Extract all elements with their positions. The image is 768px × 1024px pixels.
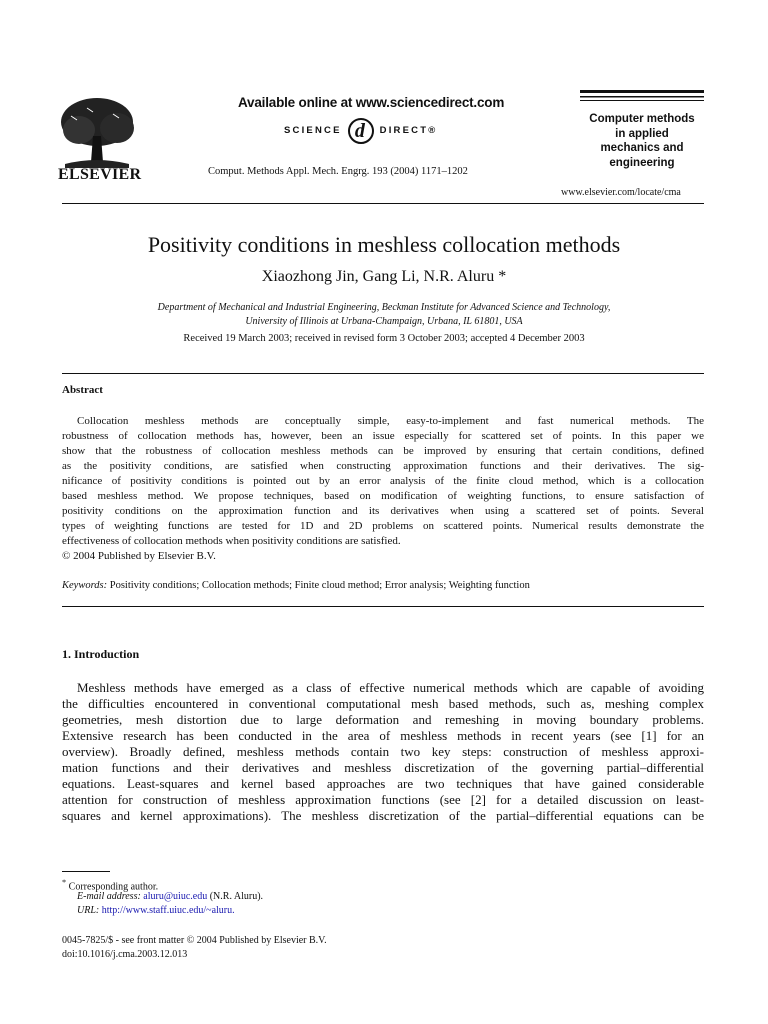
url-label: URL: — [77, 905, 100, 916]
affiliation-line: Department of Mechanical and Industrial Engineering, Beckman Institute for Advanced Science and Technology, — [157, 302, 611, 313]
journal-title-line: engineering — [609, 156, 675, 169]
body-line: Meshless methods have emerged as a class of effective numerical methods which are capable of avoiding — [77, 680, 704, 695]
journal-url-link[interactable]: www.elsevier.com/locate/cma — [561, 187, 681, 198]
keywords-list: Positivity conditions; Collocation methods; Finite cloud method; Error analysis; Weighting function — [109, 580, 530, 591]
body-line: overview). Broadly defined, meshless methods contain two key steps: construction of meshless approxi- — [62, 744, 704, 759]
sd-right-text: DIRECT® — [379, 124, 438, 136]
issn-line: 0045-7825/$ - see front matter © 2004 Published by Elsevier B.V. — [62, 935, 327, 946]
sciencedirect-logo — [284, 117, 437, 143]
abstract-line: nificance of positivity conditions is pointed out by an error analysis of the finite cloud method, which is a collocation — [62, 475, 704, 487]
abstract-line: Collocation meshless methods are conceptually simple, easy-to-implement and fast numerical methods. The — [77, 415, 704, 427]
body-line: geometries, mesh distortion due to large deformation and remeshing in moving boundary problems. — [62, 712, 704, 727]
abstract-line: based meshless method. We propose techniques, based on modification of weighting functions, to ensure satisfaction of — [62, 490, 704, 502]
abstract-line: as the positivity conditions, are satisfied when constructing approximation functions and their derivatives. The sig- — [62, 460, 704, 472]
footnote-star: * — [62, 878, 67, 887]
email-link[interactable]: aluru@uiuc.edu — [143, 891, 208, 902]
journal-title-line: Computer methods — [589, 113, 695, 125]
sd-left-text: SCIENCE — [284, 124, 342, 136]
article-authors: Xiaozhong Jin, Gang Li, N.R. Aluru * — [261, 268, 507, 285]
abstract-line: positivity conditions on the approximation function and its derivatives when using a scattered set of points. Several — [62, 505, 704, 517]
abstract-line: show that the robustness of collocation meshless methods can be improved by ensuring that certain conditions, defined — [62, 445, 704, 457]
abstract-copyright: © 2004 Published by Elsevier B.V. — [62, 550, 216, 562]
journal-title-line: in applied — [615, 127, 669, 140]
email-label: E-mail address: — [77, 891, 141, 902]
abstract-heading: Abstract — [62, 384, 103, 396]
homepage-link[interactable]: http://www.staff.uiuc.edu/~aluru. — [101, 905, 235, 916]
footnote-email — [77, 890, 263, 903]
journal-header-rules — [580, 90, 704, 104]
corresponding-text: Corresponding author. — [68, 881, 159, 893]
affiliation-line: University of Illinois at Urbana-Champaign, Urbana, IL 61801, USA — [245, 316, 523, 327]
body-line: equations. Least-squares and kernel based approaches are two techniques that have gained considerable — [62, 776, 704, 791]
header-divider — [62, 203, 704, 204]
abstract-divider — [62, 373, 704, 374]
journal-title-line: mechanics and — [600, 142, 684, 154]
article-title: Positivity conditions in meshless collocation methods — [147, 232, 621, 257]
body-line: mation functions and their derivatives and meshless discretization of the governing partial–differential — [62, 760, 704, 775]
footnote-divider — [62, 871, 110, 872]
body-line: attention for construction of meshless approximation functions (see [2] for a detailed discussion on least- — [62, 792, 704, 807]
body-line: the difficulties encountered in conventional computational mesh based methods, such as, meshing complex — [62, 696, 704, 711]
doi-line[interactable]: doi:10.1016/j.cma.2003.12.013 — [62, 949, 188, 960]
body-line: Extensive research has been conducted in the area of meshless methods in recent years (see [1] for an — [62, 728, 704, 743]
keywords-divider — [62, 606, 704, 607]
sciencedirect-d-icon — [346, 115, 376, 145]
body-line: squares and kernel approximations). The meshless discretization of the partial–differential equations can be — [62, 808, 704, 823]
email-suffix: (N.R. Aluru). — [209, 891, 264, 902]
section-heading: 1. Introduction — [62, 647, 140, 661]
publisher-name: ELSEVIER — [58, 166, 142, 183]
journal-citation: Comput. Methods Appl. Mech. Engrg. 193 (2004) 1171–1202 — [208, 166, 468, 177]
abstract-line: effectiveness of collocation methods when positivity conditions are satisfied. — [62, 535, 401, 547]
journal-title — [580, 112, 704, 170]
abstract-line: types of weighting functions are tested for 1D and 2D problems on scattered points. Numerical results demonstrate the — [62, 520, 704, 532]
available-online-text[interactable]: Available online at www.sciencedirect.com — [238, 95, 505, 110]
footnote-url — [77, 904, 235, 917]
keywords — [62, 580, 530, 591]
keywords-label: Keywords: — [62, 580, 108, 591]
abstract-line: robustness of collocation methods has, however, been an issue especially for scattered set of points. In this paper we — [62, 430, 704, 442]
svg-text:d: d — [354, 120, 367, 142]
received-dates: Received 19 March 2003; received in revised form 3 October 2003; accepted 4 December 2003 — [183, 333, 585, 344]
